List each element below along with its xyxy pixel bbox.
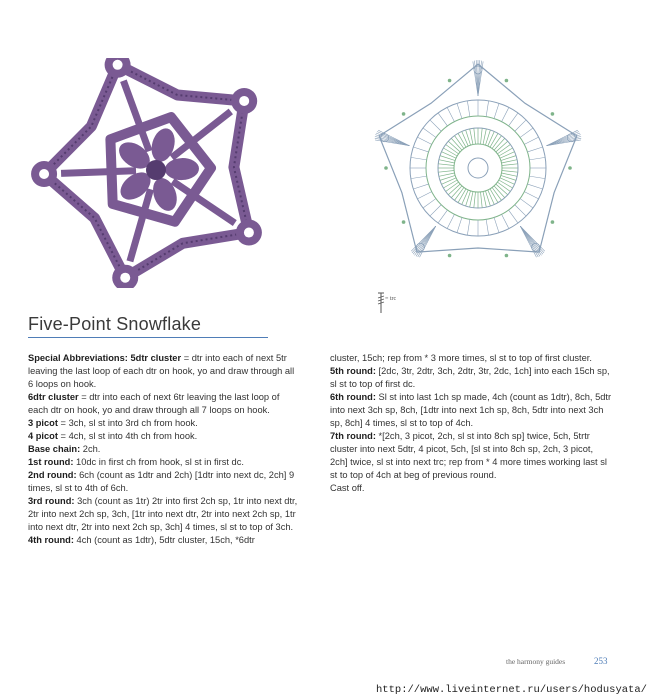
instruction-term: 4 picot <box>28 431 58 441</box>
instruction-text: = dtr into each of next 6tr leaving the last loop of each dtr on hook, yo and draw through all 7 loops on hook. <box>28 392 280 415</box>
instruction-paragraph <box>28 443 300 456</box>
watermark-url: http://www.liveinternet.ru/users/hodusyata/ <box>376 684 647 696</box>
instruction-paragraph <box>28 391 300 417</box>
instruction-text: = dtr into each of next 5tr leaving the last loop of each dtr on hook, yo and draw through all 6 loops on hook. <box>28 353 295 389</box>
footer-guide-name: the harmony guides <box>506 657 566 666</box>
instruction-term: 4th round: <box>28 535 74 545</box>
instruction-text: 2ch. <box>80 444 101 454</box>
instruction-paragraph <box>330 430 612 482</box>
instructions-right-column <box>330 352 612 495</box>
instruction-paragraph <box>28 430 300 443</box>
instruction-text: *[2ch, 3 picot, 2ch, sl st into 8ch sp] twice, 5ch, 5trtr cluster into next 5dtr, 4 picot, 5ch, [sl st into 8ch sp, 2ch, 3 picot, 2ch] twice, sl st into next trc; rep from * 4 more times working last sl st to top of 4ch at beg of previous round. <box>330 431 607 480</box>
page-number: 253 <box>594 656 608 666</box>
instruction-paragraph <box>28 469 300 495</box>
instruction-text: Cast off. <box>330 483 365 493</box>
instruction-text: 6ch (count as 1dtr and 2ch) [1dtr into next dc, 2ch] 9 times, sl st to 4th of 6ch. <box>28 470 295 493</box>
instruction-paragraph <box>28 456 300 469</box>
instruction-text: = 4ch, sl st into 4th ch from hook. <box>57 431 198 441</box>
instruction-paragraph <box>28 495 300 534</box>
instruction-text: = 3ch, sl st into 3rd ch from hook. <box>57 418 198 428</box>
instruction-term: Base chain: <box>28 444 81 454</box>
instruction-term: 2nd round: <box>28 470 77 480</box>
instruction-term: 7th round: <box>330 431 376 441</box>
instructions-left-column <box>28 352 300 547</box>
instruction-term: 6th round: <box>330 392 376 402</box>
instruction-paragraph <box>28 417 300 430</box>
crochet-chart-diagram <box>358 60 598 280</box>
instruction-term: 5th round: <box>330 366 376 376</box>
trc-symbol-icon <box>377 291 417 315</box>
instruction-text: [2dc, 3tr, 2dtr, 3ch, 2dtr, 3tr, 2dc, 1ch] into each 15ch sp, sl st to top of first dc. <box>330 366 610 389</box>
instruction-term: 1st round: <box>28 457 74 467</box>
instruction-text: 10dc in first ch from hook, sl st in first dc. <box>73 457 244 467</box>
instruction-paragraph <box>330 352 612 365</box>
instruction-term: 3rd round: <box>28 496 75 506</box>
title-rule <box>28 337 268 338</box>
instruction-text: 4ch (count as 1dtr), 5dtr cluster, 15ch, *6dtr <box>73 535 255 545</box>
instruction-text: Sl st into last 1ch sp made, 4ch (count as 1dtr), 8ch, 5dtr into next 3ch sp, 8ch, [1dtr into next 1ch sp, 8ch, 5dtr into next 3ch sp, 8ch] 4 times, sl st to top of 4ch. <box>330 392 612 428</box>
instruction-paragraph <box>28 352 300 391</box>
key-label: = trc <box>385 296 397 302</box>
instruction-text: 3ch (count as 1tr) 2tr into first 2ch sp, 1tr into next dtr, 2tr into next 2ch sp, 3ch, [1tr into next dtr, 2tr into next 2ch sp, 1tr into next dtr, 2tr into next 2ch sp, 3ch] 4 times, sl st to top of 3ch. <box>28 496 298 532</box>
instruction-paragraph <box>330 482 612 495</box>
instruction-paragraph <box>28 534 300 547</box>
instruction-term: 3 picot <box>28 418 58 428</box>
instruction-paragraph <box>330 365 612 391</box>
instruction-text: cluster, 15ch; rep from * 3 more times, sl st to top of first cluster. <box>330 353 592 363</box>
instruction-term: Special Abbreviations: 5dtr cluster <box>28 353 182 363</box>
pattern-title: Five-Point Snowflake <box>28 314 202 334</box>
snowflake-photo <box>28 58 290 288</box>
instruction-paragraph <box>330 391 612 430</box>
instruction-term: 6dtr cluster <box>28 392 79 402</box>
